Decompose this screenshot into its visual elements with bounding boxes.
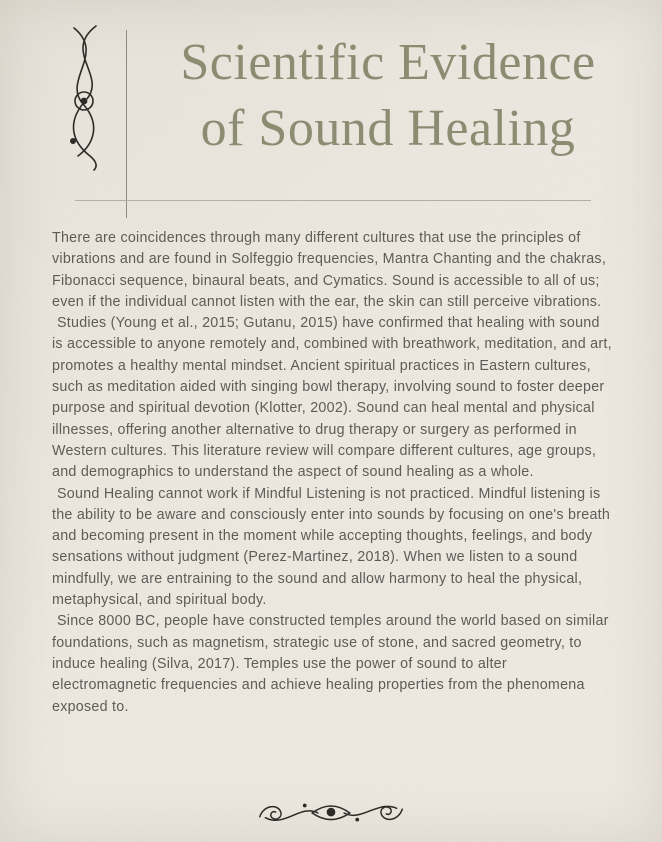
title-rule: [75, 200, 591, 201]
header-vertical-divider: [126, 30, 127, 218]
paragraph-1: There are coincidences through many different cultures that use the principles of vibrations and are found in Solfeggio frequencies, Mantra Chanting and the chakras, Fibonacci sequence, binaural beats, and Cymatics. Sound is accessible to all of us; even if the individual cannot listen with the ear, the skin can still perceive vibrations.: [52, 230, 607, 310]
paragraph-2: Studies (Young et al., 2015; Gutanu, 2015) have confirmed that healing with sound is accessible to anyone remotely and, combined with breathwork, meditation, and art, promotes a healthy mental mindset. Ancient spiritual practices in Eastern cultures, such as meditation aided with singing bowl therapy, involving sound to foster deeper purpose and spiritual devotion (Klotter, 2002). Sound can heal mental and physical illnesses, offering another alternative to drug therapy or surgery as performed in Western cultures. This literature review will compare different cultures, age groups, and demographics to understand the aspect of sound healing as a whole.: [52, 315, 612, 481]
vine-eye-flourish-icon: [56, 22, 114, 174]
page-title: [128, 30, 648, 162]
paragraph-4: Since 8000 BC, people have constructed temples around the world based on similar foundations, such as magnetism, strategic use of stone, and sacred geometry, to induce healing (Silva, 2017). Temples use the power of sound to alter electromagnetic frequencies and achieve healing properties from the phenomena exposed to.: [52, 613, 609, 715]
page-title-line1: Scientific Evidence: [180, 34, 596, 91]
eye-swirl-flourish-icon: [256, 792, 406, 834]
paragraph-3: Sound Healing cannot work if Mindful Listening is not practiced. Mindful listening is the ability to be aware and consciously enter into sounds by focusing on one's breath and becoming present in the moment while accepting thoughts, feelings, and body sensations without judgment (Perez-Martinez, 2018). When we listen to a sound mindfully, we are entraining to the sound and allow harmony to heal the physical, metaphysical, and spiritual body.: [52, 485, 611, 609]
page-title-line2: of Sound Healing: [200, 100, 576, 157]
body-text: [52, 228, 612, 718]
